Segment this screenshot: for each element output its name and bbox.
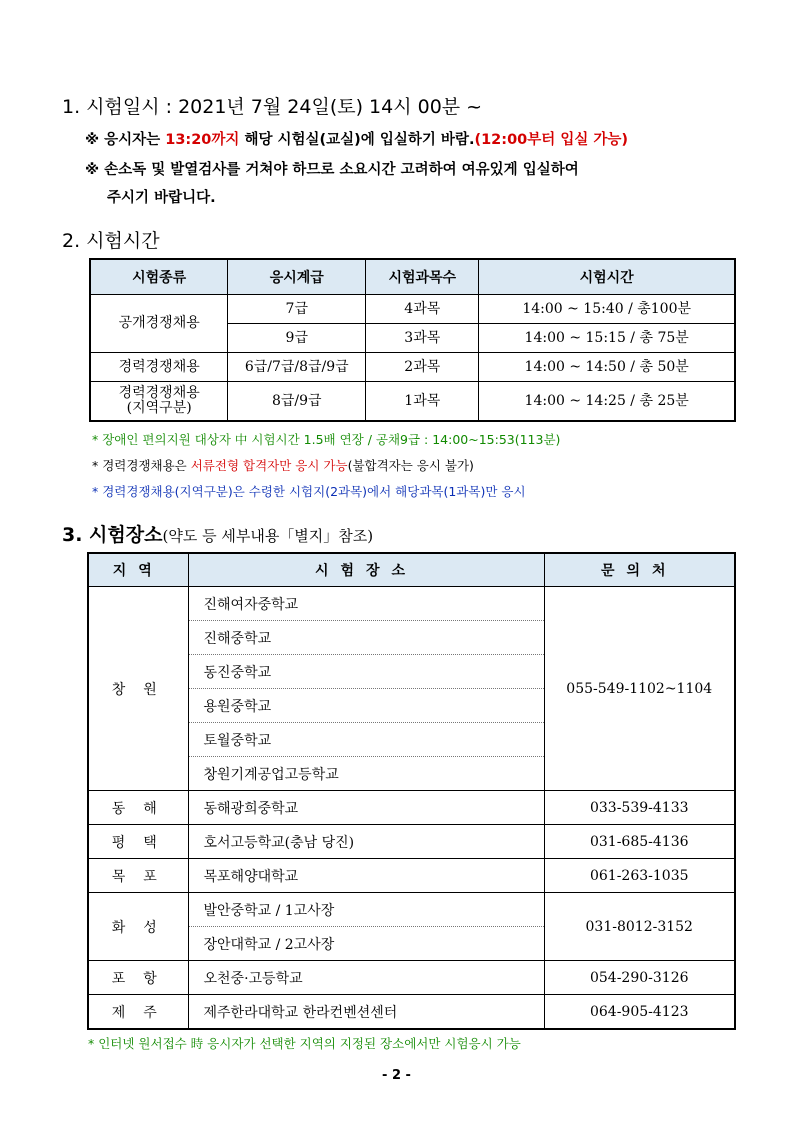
section3-title-wrap — [62, 520, 373, 547]
section3-title-sub: (약도 등 세부내용「별지」참조) — [162, 527, 374, 545]
exam-type-cell: 공개경쟁채용 — [90, 295, 228, 353]
region-cell-hwaseong: 화성 — [88, 893, 188, 961]
location-cell: 진해여자중학교 — [188, 587, 544, 621]
contact-cell: 061-263-1035 — [544, 859, 735, 893]
section2-footnote-disability: * 장애인 편의지원 대상자 中 시험시간 1.5배 연장 / 공채9급 : 14:00~15:53(113분) — [92, 432, 561, 447]
foot2-text-a: * 경력경쟁채용은 — [92, 458, 191, 473]
table-header-row — [88, 553, 735, 587]
table-row — [88, 859, 735, 893]
section2-footnote-career — [92, 456, 474, 474]
table-header-row — [90, 259, 735, 295]
location-cell: 진해중학교 — [188, 621, 544, 655]
foot2-highlight: 서류전형 합격자만 응시 가능 — [190, 458, 348, 473]
time-cell: 14:00 ~ 15:40 / 총100분 — [479, 295, 735, 324]
section3-title: 3. 시험장소 — [62, 524, 163, 546]
location-cell: 창원기계공업고등학교 — [188, 757, 544, 791]
col-header-subjects: 시험과목수 — [366, 259, 479, 295]
contact-cell: 033-539-4133 — [544, 791, 735, 825]
region-cell-jeju: 제주 — [88, 995, 188, 1030]
col-header-region: 지역 — [88, 553, 188, 587]
grade-cell: 7급 — [228, 295, 366, 324]
region-cell-pyeongtaek: 평택 — [88, 825, 188, 859]
section3-footnote: * 인터넷 원서접수 時 응시자가 선택한 지역의 지정된 장소에서만 시험응시 가능 — [88, 1036, 521, 1051]
region-cell-pohang: 포항 — [88, 961, 188, 995]
location-cell: 장안대학교 / 2고사장 — [188, 927, 544, 961]
col-header-exam-type: 시험종류 — [90, 259, 228, 295]
col-header-location: 시험장소 — [188, 553, 544, 587]
section2-footnote-regional: * 경력경쟁채용(지역구분)은 수령한 시험지(2과목)에서 해당과목(1과목)만 응시 — [92, 484, 526, 499]
exam-time-table — [89, 258, 736, 422]
exam-location-table — [87, 552, 736, 1030]
location-cell: 목포해양대학교 — [188, 859, 544, 893]
region-cell-donghae: 동해 — [88, 791, 188, 825]
time-cell: 14:00 ~ 15:15 / 총 75분 — [479, 324, 735, 353]
region-cell-mokpo: 목포 — [88, 859, 188, 893]
table-row — [88, 961, 735, 995]
contact-cell: 031-685-4136 — [544, 825, 735, 859]
note1-entry-open: (12:00부터 입실 가능) — [474, 132, 629, 148]
note1-entry-deadline: 13:20까지 — [165, 132, 240, 148]
exam-type-line2: (지역구분) — [126, 400, 192, 416]
location-cell: 동진중학교 — [188, 655, 544, 689]
subjects-cell: 3과목 — [366, 324, 479, 353]
contact-cell: 054-290-3126 — [544, 961, 735, 995]
table-row — [88, 791, 735, 825]
time-cell: 14:00 ~ 14:25 / 총 25분 — [479, 382, 735, 422]
location-cell: 호서고등학교(충남 당진) — [188, 825, 544, 859]
subjects-cell: 1과목 — [366, 382, 479, 422]
contact-cell-changwon: 055-549-1102~1104 — [544, 587, 735, 791]
col-header-exam-time: 시험시간 — [479, 259, 735, 295]
col-header-grade: 응시계급 — [228, 259, 366, 295]
grade-cell: 6급/7급/8급/9급 — [228, 353, 366, 382]
exam-type-line1: 경력경쟁채용 — [118, 385, 200, 401]
location-cell: 오천중·고등학교 — [188, 961, 544, 995]
location-cell: 동해광희중학교 — [188, 791, 544, 825]
contact-cell-hwaseong: 031-8012-3152 — [544, 893, 735, 961]
section2-title: 2. 시험시간 — [62, 230, 160, 252]
grade-cell: 9급 — [228, 324, 366, 353]
location-cell: 용원중학교 — [188, 689, 544, 723]
table-row — [88, 893, 735, 927]
location-cell: 제주한라대학교 한라컨벤션센터 — [188, 995, 544, 1030]
table-row — [88, 587, 735, 621]
note1-text-a: ※ 응시자는 — [85, 132, 166, 148]
page-number: - 2 - — [382, 1068, 411, 1083]
grade-cell: 8급/9급 — [228, 382, 366, 422]
table-row — [88, 825, 735, 859]
subjects-cell: 4과목 — [366, 295, 479, 324]
table-row — [88, 995, 735, 1030]
table-row — [90, 295, 735, 324]
location-cell: 토월중학교 — [188, 723, 544, 757]
subjects-cell: 2과목 — [366, 353, 479, 382]
region-cell-changwon: 창원 — [88, 587, 188, 791]
table-row — [90, 353, 735, 382]
location-cell: 발안중학교 / 1고사장 — [188, 893, 544, 927]
section1-note1 — [85, 128, 628, 149]
time-cell: 14:00 ~ 14:50 / 총 50분 — [479, 353, 735, 382]
foot2-text-c: (불합격자는 응시 불가) — [347, 458, 474, 473]
contact-cell: 064-905-4123 — [544, 995, 735, 1030]
note1-text-c: 해당 시험실(교실)에 입실하기 바람. — [239, 132, 475, 148]
exam-type-cell — [90, 382, 228, 422]
table-row — [90, 382, 735, 422]
section1-note2-line2: 주시기 바랍니다. — [107, 190, 216, 206]
section1-note2-line1: ※ 손소독 및 발열검사를 거쳐야 하므로 소요시간 고려하여 여유있게 입실하여 — [85, 162, 579, 178]
section1-title: 1. 시험일시 : 2021년 7월 24일(토) 14시 00분 ~ — [62, 96, 483, 118]
col-header-contact: 문의처 — [544, 553, 735, 587]
exam-type-cell: 경력경쟁채용 — [90, 353, 228, 382]
